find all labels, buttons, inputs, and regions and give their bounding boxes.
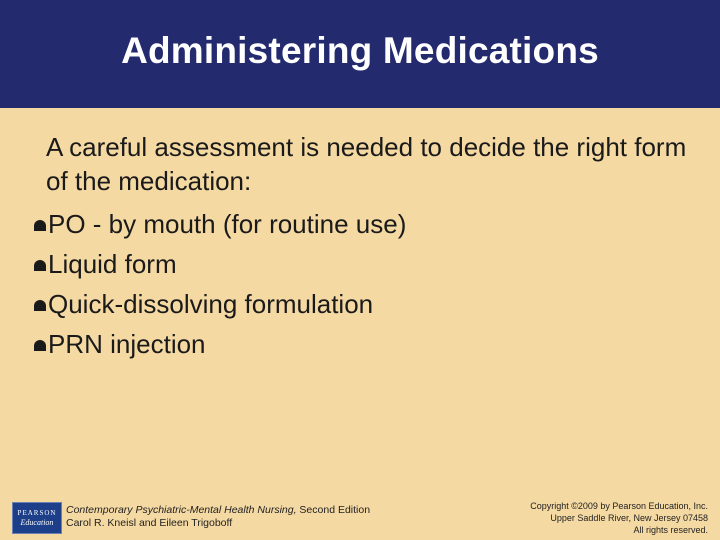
logo-bottom-text: Education [20, 518, 54, 527]
copyright-line-2: Upper Saddle River, New Jersey 07458 [550, 513, 708, 523]
book-citation [66, 504, 370, 530]
title-bar [0, 0, 720, 108]
bullet-list [30, 204, 700, 364]
bullet-text: Quick-dissolving formulation [48, 289, 374, 319]
list-item [30, 244, 700, 284]
bullet-icon [32, 338, 48, 354]
copyright-line-3: All rights reserved. [633, 525, 708, 535]
list-item [30, 324, 700, 364]
copyright-notice [530, 500, 708, 536]
copyright-line-1: Copyright ©2009 by Pearson Education, Inc. [530, 501, 708, 511]
book-authors: Carol R. Kneisl and Eileen Trigoboff [66, 517, 233, 529]
slide-body [30, 130, 700, 364]
pearson-logo [12, 502, 62, 534]
book-edition: Second Edition [296, 504, 371, 516]
list-item [30, 284, 700, 324]
logo-top-text: PEARSON [17, 509, 57, 517]
slide-title: Administering Medications [121, 30, 599, 71]
bullet-icon [32, 218, 48, 234]
intro-text: A careful assessment is needed to decide the right form of the medication: [46, 132, 687, 196]
slide-footer [0, 490, 720, 540]
list-item [30, 204, 700, 244]
bullet-text: Liquid form [48, 249, 177, 279]
bullet-icon [32, 258, 48, 274]
bullet-text: PRN injection [48, 329, 206, 359]
bullet-text: PO - by mouth (for routine use) [48, 209, 407, 239]
bullet-icon [32, 298, 48, 314]
book-title: Contemporary Psychiatric-Mental Health Nursing, [66, 504, 297, 516]
